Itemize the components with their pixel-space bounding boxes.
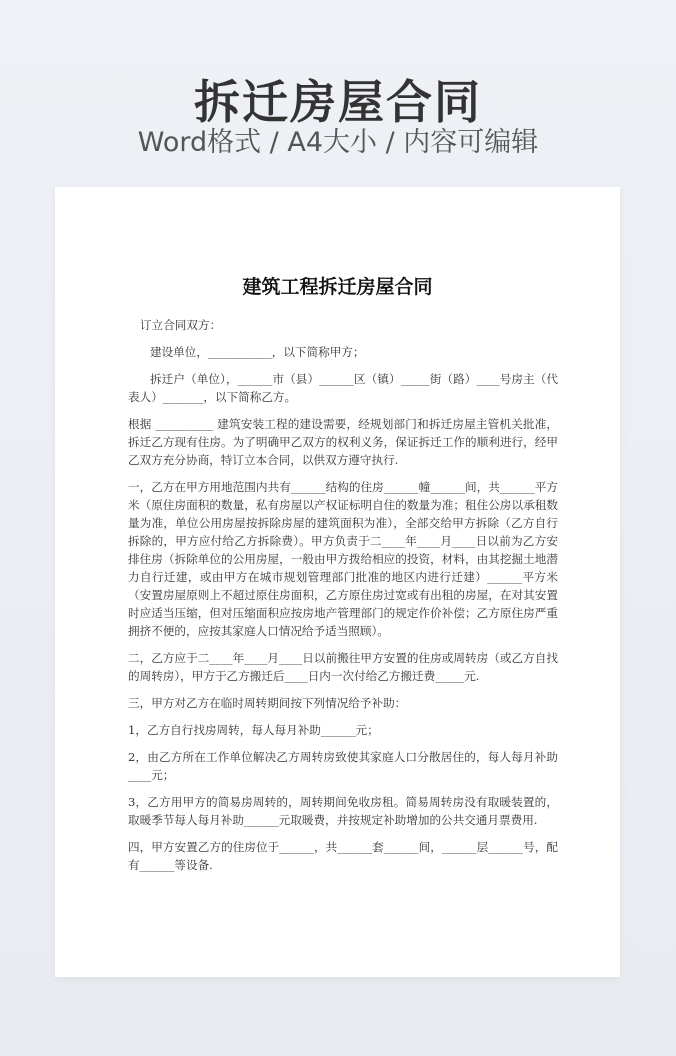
paragraph-clause-3-2: 2，由乙方所在工作单位解决乙方周转房致使其家庭人口分散居住的，每人每月补助____元；: [128, 750, 558, 782]
paragraph-clause-3: 三，甲方对乙方在临时周转期间按下列情况给予补助：: [128, 696, 407, 710]
paragraph-preamble: 根据 __________ 建筑安装工程的建设需要，经规划部门和拆迁房屋主管机关批准，拆迁乙方现有住房。为了明确甲乙双方的权利义务，保证拆迁工作的顺利进行，经甲乙双方充分协商，特订立本合同，以供双方遵守执行.: [128, 417, 558, 467]
document-body: [128, 316, 558, 883]
paragraph-clause-3-1: 1，乙方自行找房周转，每人每月补助______元；: [128, 723, 379, 737]
paragraph-parties: 订立合同双方：: [140, 318, 222, 332]
paragraph-party-b: 拆迁户（单位），______市（县）______区（镇）_____街（路）____号房主（代表人）_______，以下简称乙方。: [128, 372, 558, 404]
page-subtitle: Word格式 / A4大小 / 内容可编辑: [137, 127, 539, 158]
paragraph-clause-2: 二，乙方应于二____年____月____日以前搬往甲方安置的住房或周转房（或乙方自找的周转房），甲方于乙方搬迁后____日内一次付给乙方搬迁费_____元.: [128, 651, 558, 683]
page-title: 拆迁房屋合同: [194, 75, 482, 129]
paragraph-clause-4: 四，甲方安置乙方的住房位于______，共______套______间，______层______号，配有______等设备.: [128, 840, 558, 872]
paragraph-party-a: 建设单位，___________，以下简称甲方；: [150, 345, 365, 359]
document-title: 建筑工程拆迁房屋合同: [242, 276, 433, 298]
paragraph-clause-1: 一，乙方在甲方用地范围内共有______结构的住房______幢______间，共______平方米（原住房面积的数量，私有房屋以产权证标明自住的数量为准；租住公房以承租数量为准，单位公用房屋按拆除房屋的建筑面积为准），全部交给甲方拆除（乙方自行拆除的，甲方应付给乙方拆除费）。甲方负责于二____年____月____日以前为乙方安排住房（拆除单位的公用房屋，一般由甲方拨给相应的投资，材料，由其挖掘土地潜力自行迁建，或由甲方在城市规划管理部门批准的地区内进行迁建）______平方米（安置房屋原则上不超过原住房面积，乙方原住房过宽或有出租的房屋，在对其安置时应适当压缩，但对压缩面积应按房地产管理部门的规定作价补偿；乙方原住房严重拥挤不便的，应按其家庭人口情况给予适当照顾）。: [128, 480, 558, 638]
paragraph-clause-3-3: 3，乙方用甲方的简易房周转的，周转期间免收房租。简易周转房没有取暖装置的，取暖季节每人每月补助______元取暖费，并按规定补助增加的公共交通月票费用.: [128, 795, 558, 827]
